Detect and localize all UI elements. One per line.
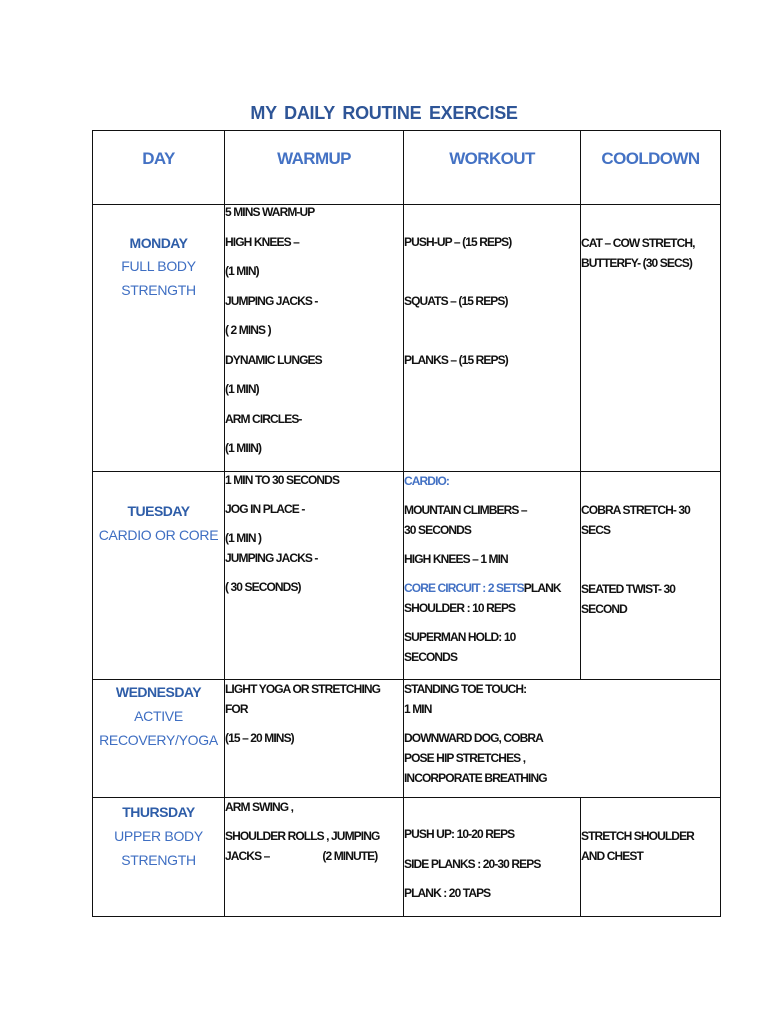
cooldown-line: CAT – COW STRETCH, <box>581 236 695 250</box>
workout-line: PLANK : 20 TAPS <box>404 886 491 900</box>
core-first-word: PLANK <box>523 581 561 595</box>
day-subtitle: FULL BODY <box>121 258 196 274</box>
warmup-line: JUMPING JACKS - <box>225 551 318 565</box>
warmup-line: (15 – 20 MINS) <box>225 731 294 745</box>
day-subtitle: RECOVERY/YOGA <box>99 732 218 748</box>
workout-line: POSE HIP STRETCHES , <box>404 751 526 765</box>
workout-line: 30 SECONDS <box>404 523 472 537</box>
routine-table <box>92 130 721 917</box>
warmup-line: ( 30 SECONDS) <box>225 580 301 594</box>
warmup-line: JOG IN PLACE - <box>225 502 305 516</box>
workout-line: HIGH KNEES – 1 MIN <box>404 552 508 566</box>
warmup-line: (1 MIIN) <box>225 441 262 455</box>
warmup-line: ARM CIRCLES- <box>225 411 302 426</box>
warmup-duration: (2 MINUTE) <box>322 849 378 863</box>
cooldown-line: SEATED TWIST- 30 <box>581 582 676 596</box>
workout-line: STANDING TOE TOUCH: <box>404 682 527 696</box>
warmup-line: SHOULDER ROLLS , JUMPING <box>225 829 380 843</box>
day-subtitle: ACTIVE <box>134 708 183 724</box>
workout-cell-tuesday <box>404 472 581 680</box>
day-subtitle: CARDIO OR CORE <box>98 527 219 543</box>
workout-line: PUSH-UP – (15 REPS) <box>404 235 512 249</box>
workout-cell-monday <box>404 205 581 472</box>
header-day: DAY <box>93 131 225 205</box>
workout-line: INCORPORATE BREATHING <box>404 771 547 785</box>
warmup-line: (1 MIN) <box>225 382 259 396</box>
workout-line: PUSH UP: 10-20 REPS <box>404 827 515 841</box>
cooldown-line: BUTTERFY- (30 SECS) <box>581 256 692 270</box>
header-warmup: WARMUP <box>225 131 404 205</box>
warmup-cell-wednesday <box>225 680 404 798</box>
warmup-line: ARM SWING , <box>225 800 294 814</box>
cooldown-line: SECS <box>581 523 611 537</box>
table-row <box>93 798 721 917</box>
cooldown-line: SECOND <box>581 602 627 616</box>
cooldown-line: COBRA STRETCH- 30 <box>581 503 690 517</box>
warmup-line-jacks <box>225 846 403 866</box>
day-cell-tuesday <box>93 472 225 680</box>
day-name: WEDNESDAY <box>115 684 202 700</box>
day-cell-monday <box>93 205 225 472</box>
workout-line: PLANKS – (15 REPS) <box>404 353 508 367</box>
workout-line: DOWNWARD DOG, COBRA <box>404 731 543 745</box>
workout-cell-wednesday <box>404 680 721 798</box>
cooldown-line: STRETCH SHOULDER <box>581 829 694 843</box>
page-title: MY DAILY ROUTINE EXERCISE <box>250 103 518 123</box>
workout-line: SECONDS <box>404 650 458 664</box>
workout-line: SQUATS – (15 REPS) <box>404 294 508 308</box>
day-name: THURSDAY <box>122 804 195 820</box>
warmup-line: JACKS – <box>225 849 270 863</box>
day-subtitle: UPPER BODY <box>114 828 203 844</box>
day-subtitle: STRENGTH <box>121 282 196 298</box>
warmup-cell-monday <box>225 205 404 472</box>
day-cell-wednesday <box>93 680 225 798</box>
warmup-line: 1 MIN TO 30 SECONDS <box>225 473 340 487</box>
warmup-line: (1 MIN ) <box>225 531 262 545</box>
day-name: TUESDAY <box>127 503 190 519</box>
workout-cell-thursday <box>404 798 581 917</box>
warmup-line: FOR <box>225 702 248 716</box>
core-circuit-label: CORE CIRCUIT : 2 SETS <box>404 581 524 595</box>
day-name: MONDAY <box>129 235 188 251</box>
day-subtitle: STRENGTH <box>121 852 196 868</box>
table-header-row <box>93 131 721 205</box>
warmup-line: 5 MINS WARM-UP <box>225 205 315 219</box>
warmup-cell-thursday <box>225 798 404 917</box>
workout-line: MOUNTAIN CLIMBERS – <box>404 503 527 517</box>
workout-line: SIDE PLANKS : 20-30 REPS <box>404 856 541 871</box>
warmup-line: ( 2 MINS ) <box>225 323 271 337</box>
cardio-label: CARDIO: <box>404 474 450 488</box>
workout-line: SHOULDER : 10 REPS <box>404 601 516 615</box>
day-cell-thursday <box>93 798 225 917</box>
table-row <box>93 472 721 680</box>
core-circuit-line <box>404 578 580 598</box>
cooldown-cell-monday <box>581 205 721 472</box>
warmup-line: (1 MIN) <box>225 264 259 278</box>
warmup-line: HIGH KNEES – <box>225 234 299 249</box>
cooldown-line: AND CHEST <box>581 849 643 863</box>
cooldown-cell-tuesday <box>581 472 721 680</box>
header-workout: WORKOUT <box>404 131 581 205</box>
workout-line: 1 MIN <box>404 702 432 716</box>
header-cooldown: COOLDOWN <box>581 131 721 205</box>
workout-line: SUPERMAN HOLD: 10 <box>404 630 516 644</box>
warmup-cell-tuesday <box>225 472 404 680</box>
table-row <box>93 205 721 472</box>
cooldown-cell-thursday <box>581 798 721 917</box>
warmup-line: LIGHT YOGA OR STRETCHING <box>225 682 381 696</box>
warmup-line: JUMPING JACKS - <box>225 293 318 308</box>
warmup-line: DYNAMIC LUNGES <box>225 352 322 367</box>
table-row <box>93 680 721 798</box>
